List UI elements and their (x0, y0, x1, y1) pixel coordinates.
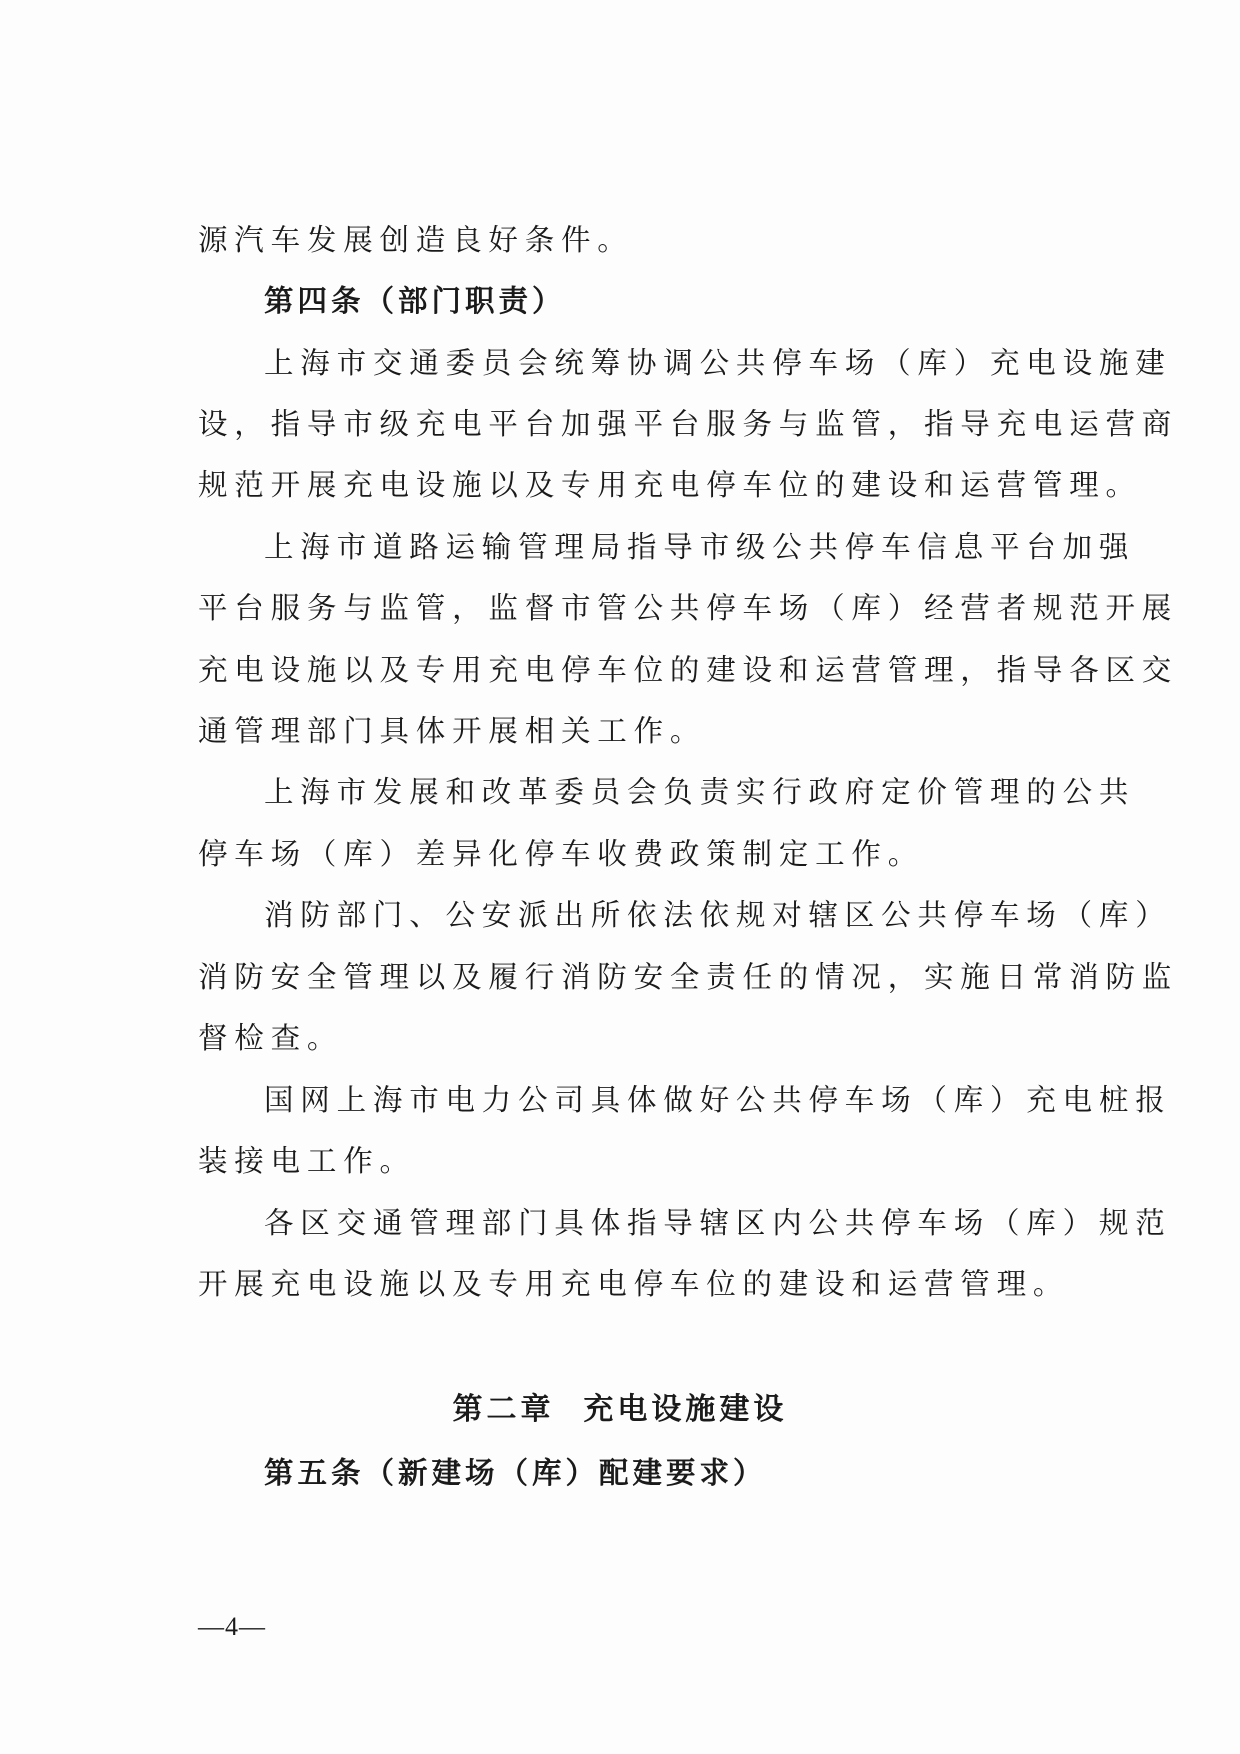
body-line: 督检查。 (198, 1021, 344, 1055)
body-line: 停车场（库）差异化停车收费政策制定工作。 (198, 837, 925, 871)
body-line: 源汽车发展创造良好条件。 (198, 223, 634, 257)
body-line: 装接电工作。 (198, 1144, 416, 1178)
article-heading: 第四条（部门职责） (264, 284, 566, 318)
body-line: 消防部门、公安派出所依法依规对辖区公共停车场（库） (264, 898, 1172, 932)
chapter-heading: 第二章 充电设施建设 (452, 1392, 788, 1427)
article-heading: 第五条（新建场（库）配建要求） (264, 1456, 767, 1490)
body-line: 上海市道路运输管理局指导市级公共停车信息平台加强 (264, 530, 1136, 564)
body-line: 上海市发展和改革委员会负责实行政府定价管理的公共 (264, 775, 1136, 809)
body-line: 消防安全管理以及履行消防安全责任的情况，实施日常消防监 (198, 960, 1179, 994)
body-line: 平台服务与监管，监督市管公共停车场（库）经营者规范开展 (198, 591, 1179, 625)
body-line: 各区交通管理部门具体指导辖区内公共停车场（库）规范 (264, 1206, 1172, 1240)
body-line: 国网上海市电力公司具体做好公共停车场（库）充电桩报 (264, 1083, 1172, 1117)
page-number: —4— (198, 1612, 266, 1641)
body-line: 通管理部门具体开展相关工作。 (198, 714, 707, 748)
body-line: 设，指导市级充电平台加强平台服务与监管，指导充电运营商 (198, 407, 1179, 441)
body-line: 开展充电设施以及专用充电停车位的建设和运营管理。 (198, 1267, 1070, 1301)
body-line: 规范开展充电设施以及专用充电停车位的建设和运营管理。 (198, 468, 1142, 502)
body-line: 充电设施以及专用充电停车位的建设和运营管理，指导各区交 (198, 653, 1179, 687)
body-line: 上海市交通委员会统筹协调公共停车场（库）充电设施建 (264, 346, 1172, 380)
